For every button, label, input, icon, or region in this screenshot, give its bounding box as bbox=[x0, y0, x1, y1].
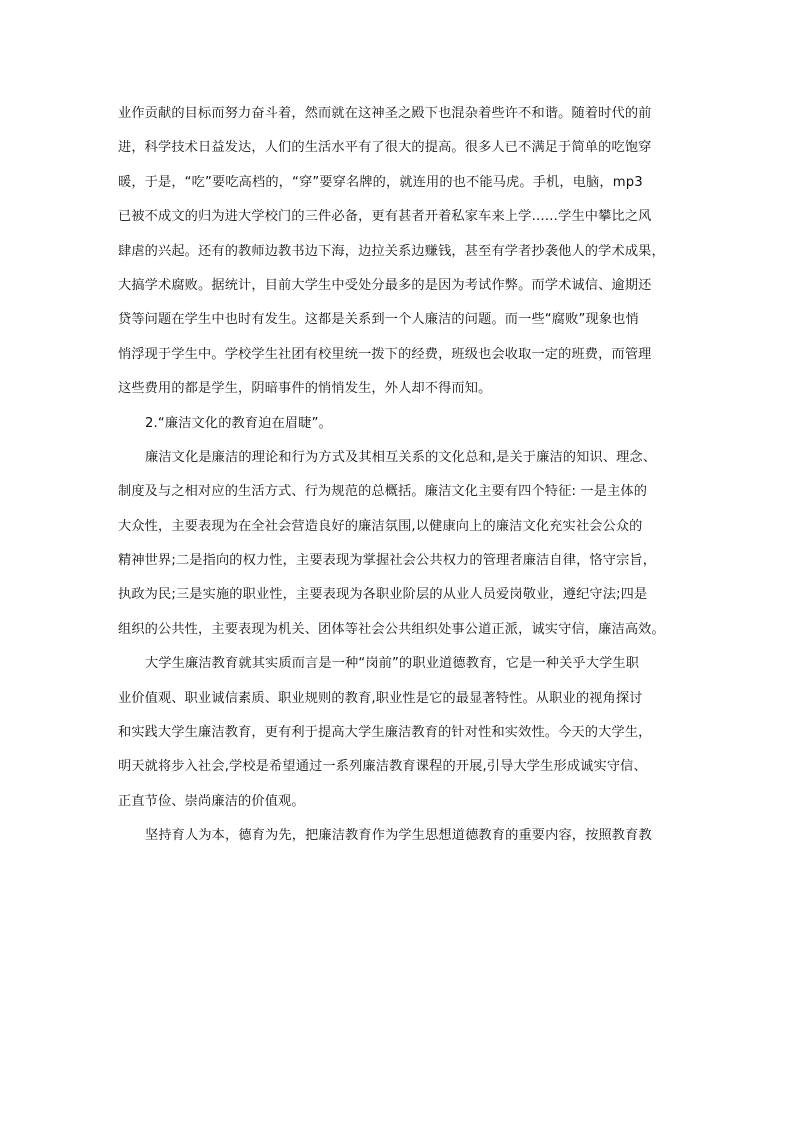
text-line: 这些费用的都是学生，阴暗事件的悄悄发生，外人却不得而知。 bbox=[118, 381, 492, 397]
body-text bbox=[118, 97, 684, 854]
text-line: 已被不成文的归为进大学校门的三件必备，更有甚者开着私家车来上学……学生中攀比之风 bbox=[118, 209, 652, 225]
text-line: 廉洁文化是廉洁的理论和行为方式及其相互关系的文化总和,是关于廉洁的知识、理念、 bbox=[145, 449, 657, 465]
text-line: 组织的公共性，主要表现为机关、团体等社会公共组织处事公道正派，诚实守信，廉洁高效。 bbox=[118, 621, 665, 637]
text-line: 贷等问题在学生中也时有发生。这都是关系到一个人廉洁的问题。而一些“腐败”现象也悄 bbox=[118, 312, 639, 328]
text-line: 进，科学技术日益发达，人们的生活水平有了很大的提高。很多人已不满足于简单的吃饱穿 bbox=[118, 140, 652, 156]
text-line: 大搞学术腐败。据统计，目前大学生中受处分最多的是因为考试作弊。而学术诚信、逾期还 bbox=[118, 277, 652, 293]
text-line: 制度及与之相对应的生活方式、行为规范的总概括。廉洁文化主要有四个特征: 一是主体的 bbox=[118, 484, 648, 500]
text-line: 肆虐的兴起。还有的教师边教书边下海，边拉关系边赚钱，甚至有学者抄袭他人的学术成果， bbox=[118, 243, 665, 259]
text-line: 业价值观、职业诚信素质、职业规则的教育,职业性是它的最显著特性。从职业的视角探讨 bbox=[118, 690, 643, 706]
text-line: 2.“廉洁文化的教育迫在眉睫”。 bbox=[145, 415, 332, 431]
text-line: 执政为民;三是实施的职业性，主要表现为各职业阶层的从业人员爱岗敬业，遵纪守法;四是 bbox=[118, 587, 648, 603]
text-line: 暖，于是，“吃”要吃高档的，“穿”要穿名牌的，就连用的也不能马虎。手机，电脑，mp3 bbox=[118, 174, 643, 190]
text-line: 正直节俭、崇尚廉洁的价值观。 bbox=[118, 793, 305, 809]
text-line: 大学生廉洁教育就其实质而言是一种“岗前”的职业道德教育，它是一种关乎大学生职 bbox=[145, 656, 640, 672]
text-line: 和实践大学生廉洁教育，更有利于提高大学生廉洁教育的针对性和实效性。今天的大学生， bbox=[118, 725, 652, 741]
text-line: 悄浮现于学生中。学校学生社团有校里统一拨下的经费，班级也会收取一定的班费，而管理 bbox=[118, 346, 652, 362]
text-line: 坚持育人为本，德育为先，把廉洁教育作为学生思想道德教育的重要内容，按照教育教 bbox=[145, 828, 652, 844]
text-line: 精神世界;二是指向的权力性，主要表现为掌握社会公共权力的管理者廉洁自律，恪守宗旨， bbox=[118, 553, 657, 569]
text-line: 大众性，主要表现为在全社会营造良好的廉洁氛围,以健康向上的廉洁文化充实社会公众的 bbox=[118, 518, 643, 534]
text-line: 业作贡献的目标而努力奋斗着，然而就在这神圣之殿下也混杂着些许不和谐。随着时代的前 bbox=[118, 106, 652, 121]
text-line: 明天就将步入社会,学校是希望通过一系列廉洁教育课程的开展,引导大学生形成诚实守信、 bbox=[118, 759, 647, 775]
